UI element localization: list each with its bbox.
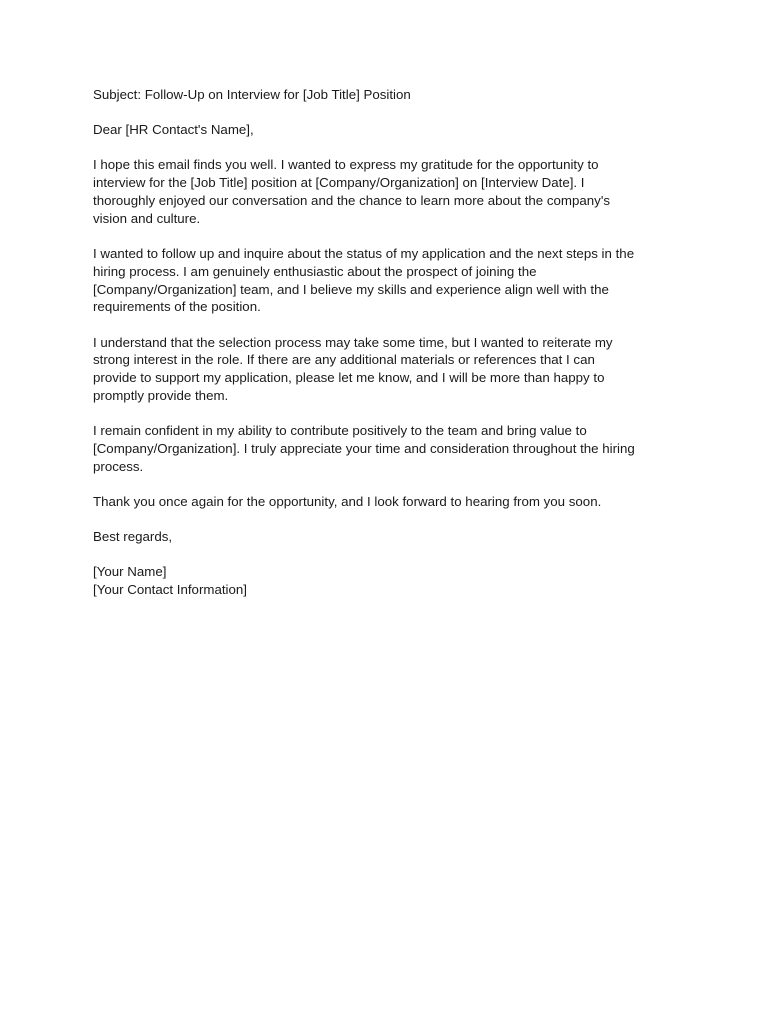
paragraph-line: provide to support my application, please let me know, and I will be more than happy to (93, 370, 605, 386)
paragraph-line: thoroughly enjoyed our conversation and the chance to learn more about the company's (93, 192, 611, 208)
paragraph-line: I understand that the selection process may take some time, but I wanted to reiterate my (93, 334, 613, 350)
paragraph-thanks (93, 493, 683, 511)
paragraph-follow-up (93, 245, 683, 316)
paragraph-line: vision and culture. (93, 210, 201, 226)
paragraph-line: promptly provide them. (93, 387, 229, 403)
signature (93, 563, 683, 599)
signature-name: [Your Name] (93, 564, 167, 580)
letter-body (93, 86, 683, 599)
salutation-text: Dear [HR Contact's Name], (93, 122, 254, 138)
paragraph-confidence (93, 422, 683, 475)
salutation (93, 121, 683, 139)
signature-contact: [Your Contact Information] (93, 582, 247, 598)
closing (93, 528, 683, 546)
paragraph-line: strong interest in the role. If there are any additional materials or references that I can (93, 352, 595, 368)
paragraph-line: [Company/Organization] team, and I believe my skills and experience align well with the (93, 281, 609, 297)
paragraph-line: interview for the [Job Title] position at [Company/Organization] on [Interview Date]. I (93, 175, 585, 191)
paragraph-line: Thank you once again for the opportunity, and I look forward to hearing from you soon. (93, 493, 602, 509)
subject-line (93, 86, 683, 104)
paragraph-line: I remain confident in my ability to contribute positively to the team and bring value to (93, 423, 587, 439)
paragraph-line: I wanted to follow up and inquire about the status of my application and the next steps in the (93, 245, 635, 261)
paragraph-line: I hope this email finds you well. I wanted to express my gratitude for the opportunity to (93, 157, 599, 173)
subject-text: Subject: Follow-Up on Interview for [Job Title] Position (93, 87, 411, 102)
paragraph-line: requirements of the position. (93, 299, 261, 315)
paragraph-gratitude (93, 156, 683, 227)
paragraph-interest (93, 334, 683, 405)
closing-text: Best regards, (93, 529, 173, 545)
paragraph-line: [Company/Organization]. I truly appreciate your time and consideration throughout the hiring (93, 440, 635, 456)
paragraph-line: hiring process. I am genuinely enthusiastic about the prospect of joining the (93, 263, 537, 279)
paragraph-line: process. (93, 458, 144, 474)
